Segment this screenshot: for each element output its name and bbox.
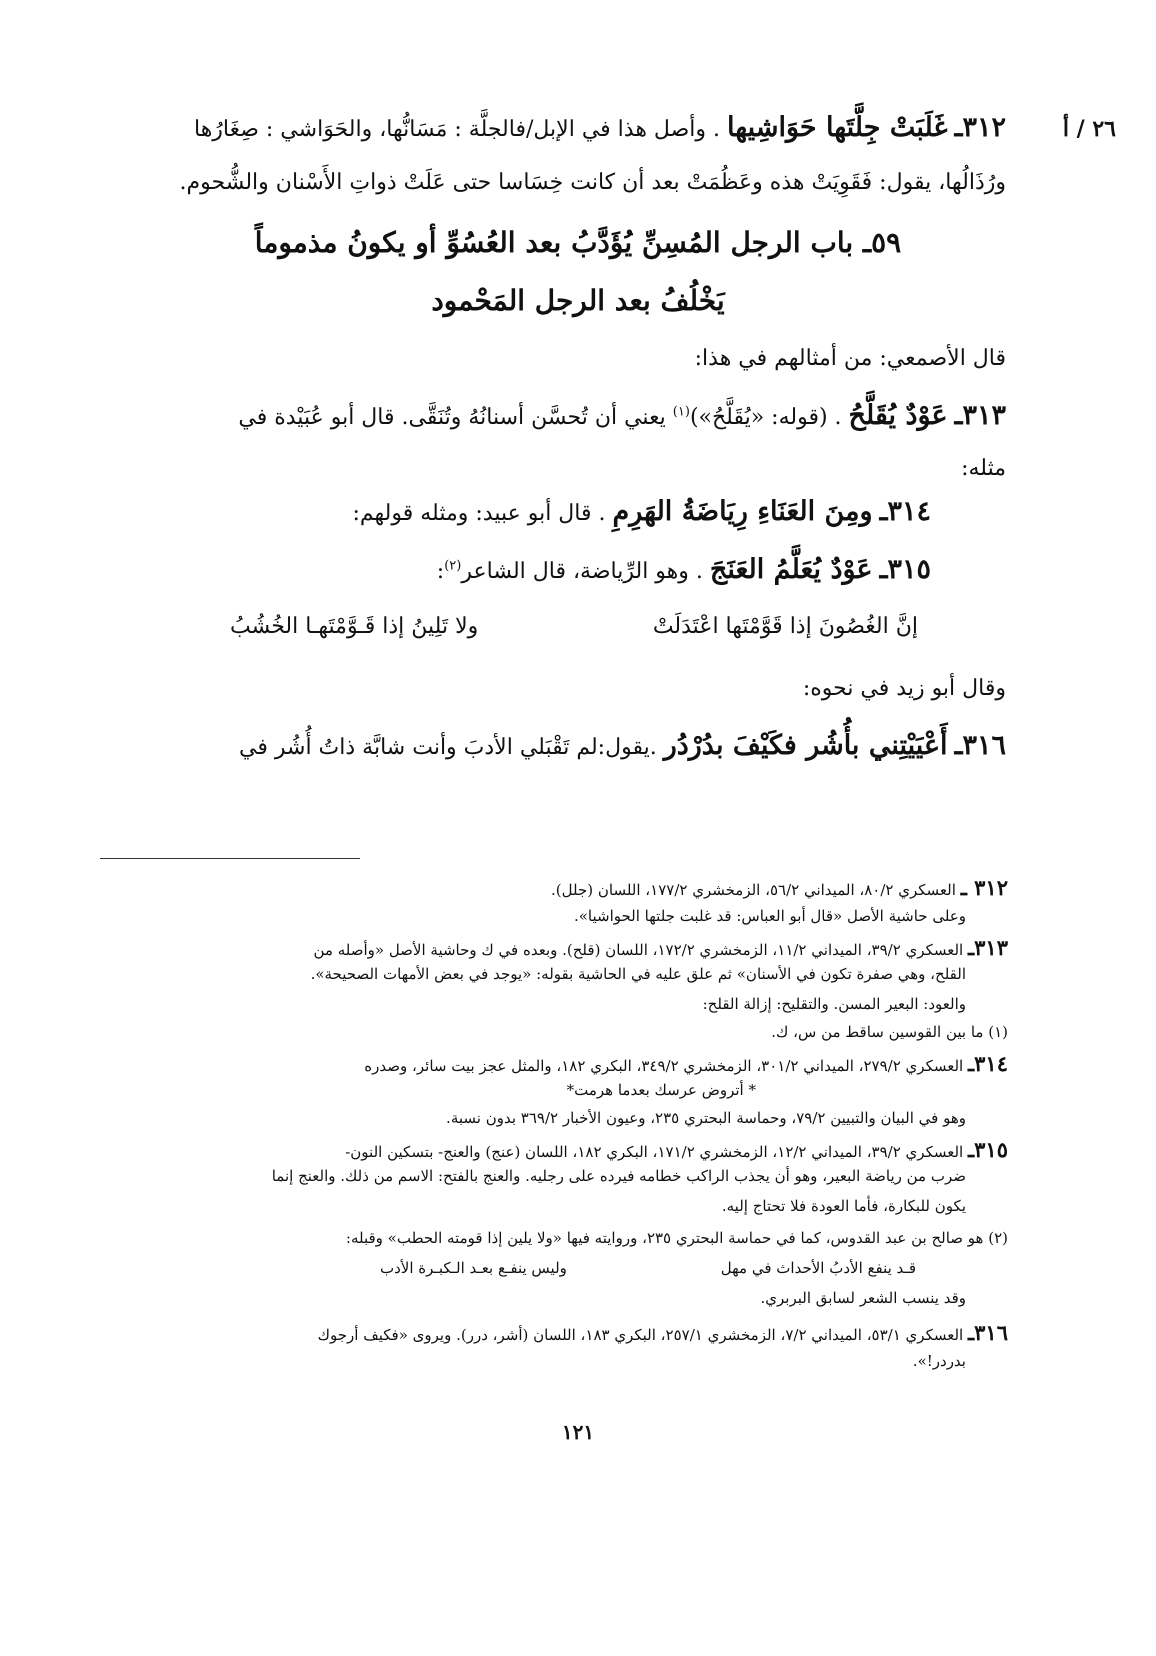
note-315-line-2: ضرب من رياضة البعير، وهو أن يجذب الراكب خطامه فيرده على رجليه. والعنج بالفتح: الاسم من ذلك. والعنج إنما <box>271 1167 966 1185</box>
entry-312 <box>194 112 1006 143</box>
page-number: ١٢١ <box>561 1420 595 1444</box>
manuscript-folio-mark: ٢٦ / أ <box>1062 116 1116 142</box>
proverb: عَوْدٌ يُقَلَّحُ <box>848 400 948 431</box>
entry-text: . وهو الرِّياضة، قال الشاعر <box>461 559 703 584</box>
entry-text: . (قوله: «يُقَلَّحُ») <box>689 405 842 430</box>
note-314-verse: * أتروض عرسك بعدما هرمت* <box>566 1081 756 1099</box>
footnote-1: (١) ما بين القوسين ساقط من س، ك. <box>771 1023 1008 1041</box>
entry-number: ٣١٤ـ <box>879 496 931 527</box>
note-312: ٣١٢ ـ العسكري ٨٠/٢، الميداني ٥٦/٢، الزمخشري ١٧٧/٢، اللسان (جلل). <box>551 875 1008 900</box>
footnote-ref-1: (١) <box>672 404 690 420</box>
footnote-divider <box>100 858 360 859</box>
note-314: ٣١٤ـ العسكري ٢٧٩/٢، الميداني ٣٠١/٢، الزمخشري ٣٤٩/٢، البكري ١٨٢، والمثل عجز بيت سائر، وصدره <box>364 1051 1008 1076</box>
note-312-line-2: وعلى حاشية الأصل «قال أبو العباس: قد غلبت جلتها الحواشيا». <box>573 907 966 925</box>
note-315: ٣١٥ـ العسكري ٣٩/٢، الميداني ١٢/٢، الزمخشري ١٧١/٢، البكري ١٨٢، اللسان (عنج) والعنج- بتسكين النون- <box>345 1137 1008 1162</box>
entry-313 <box>238 400 1006 431</box>
entry-number: ٣١٣ـ <box>954 400 1006 431</box>
entry-text: . قال أبو عبيد: ومثله قولهم: <box>352 501 606 526</box>
proverb: عَوْدٌ يُعَلَّمُ العَنَجَ <box>709 554 873 585</box>
entry-316 <box>239 730 1006 761</box>
note-313-line-2: القلح، وهي صفرة تكون في الأسنان» ثم علق عليه في الحاشية بقوله: «يوجد في بعض الأمهات الصحيحة». <box>310 965 966 983</box>
proverb: ومِنَ العَنَاءِ رِيَاضَةُ الهَرِمِ <box>612 496 873 527</box>
footnote-2: (٢) هو صالح بن عبد القدوس، كما في حماسة البحتري ٢٣٥، وروايته فيها «ولا يلين إذا قومته الحطب» وقبله: <box>345 1229 1008 1247</box>
proverb: أَعْيَيْتِني بأُشُر فكَيْفَ بدُرْدُر <box>663 730 948 761</box>
entry-number: ٣١٥ـ <box>879 554 931 585</box>
entry-314 <box>352 496 931 527</box>
entry-315: ٣١٥ـ عَوْدٌ يُعَلَّمُ العَنَجَ . وهو الرِّياضة، قال الشاعر$^{(٢)}$: <box>436 554 931 585</box>
verse-second-hemistich: ولا تَلِينُ إذا قَـوَّمْتَهـا الخُشُبُ <box>230 614 479 639</box>
entry-313-continued: مثله: <box>961 456 1006 481</box>
intro-line: قال الأصمعي: من أمثالهم في هذا: <box>694 346 1006 371</box>
footnote-2-line-3: وقد ينسب الشعر لسابق البربري. <box>760 1289 966 1307</box>
note-number: ٣١٦ـ <box>968 1320 1008 1345</box>
chapter-title-line-2: يَخْلُفُ بعد الرجل المَحْمود <box>431 284 725 317</box>
note-number: ٣١٣ـ <box>968 935 1008 960</box>
note-314-line-3: وهو في البيان والتبيين ٧٩/٢، وحماسة البحتري ٢٣٥، وعيون الأخبار ٣٦٩/٢ بدون نسبة. <box>446 1109 966 1127</box>
proverb: غَلَبَتْ جِلَّتَها حَوَاشِيها <box>727 112 948 143</box>
entry-text-rest: يعني أن تُحسَّن أسنانُهُ وتُنَقَّى. قال أبو عُبَيْدة في <box>238 405 673 430</box>
chapter-title-line-1: ٥٩ـ باب الرجل المُسِنِّ يُؤَدَّبُ بعد العُسُوِّ أو يكونُ مذموماً <box>254 226 902 259</box>
note-315-line-3: يكون للبكارة، فأما العودة فلا تحتاج إليه. <box>721 1197 966 1215</box>
footnote-2-verse-a: قـد ينفع الأدبُ الأحداث في مهل <box>720 1259 916 1277</box>
entry-312-continued: ورُذَالُها، يقول: فَقَوِيَتْ هذه وعَظُمَتْ بعد أن كانت خِسَاسا حتى عَلَتْ ذواتِ الأَسْنان والشُّحوم. <box>179 170 1006 195</box>
note-316: ٣١٦ـ العسكري ٥٣/١، الميداني ٧/٢، الزمخشري ٢٥٧/١، البكري ١٨٣، اللسان (أشر، درر). ويروى «فكيف أرجوك <box>317 1320 1008 1345</box>
note-316-line-2: بدردر!». <box>912 1352 966 1370</box>
intro-line-abu-zaid: وقال أبو زيد في نحوه: <box>802 676 1006 701</box>
verse-first-hemistich: إنَّ الغُصُونَ إذا قَوَّمْتَها اعْتَدَلَتْ <box>652 614 918 639</box>
entry-number: ٣١٦ـ <box>954 730 1006 761</box>
entry-text: . وأصل هذا في الإبل/فالجلَّة : مَسَانُّها، والحَوَاشي : صِغَارُها <box>193 117 720 142</box>
footnote-2-verse-b: وليس ينفـع بعـد الـكبـرة الأدب <box>380 1259 567 1277</box>
note-313: ٣١٣ـ العسكري ٣٩/٢، الميداني ١١/٢، الزمخشري ١٧٢/٢، اللسان (قلح). وبعده في ك وحاشية الأصل «وأصله من <box>313 935 1008 960</box>
footnote-ref-2: (٢) <box>444 558 462 574</box>
note-number: ٣١٢ ـ <box>960 875 1008 900</box>
note-number: ٣١٤ـ <box>968 1051 1008 1076</box>
entry-number: ٣١٢ـ <box>954 112 1006 143</box>
note-313-line-3: والعود: البعير المسن. والتقليح: إزالة القلح: <box>702 995 966 1013</box>
note-number: ٣١٥ـ <box>968 1137 1008 1162</box>
entry-text: .يقول:لم تَقْبَلي الأدبَ وأنت شابَّة ذاتُ أُشُر في <box>239 735 657 760</box>
